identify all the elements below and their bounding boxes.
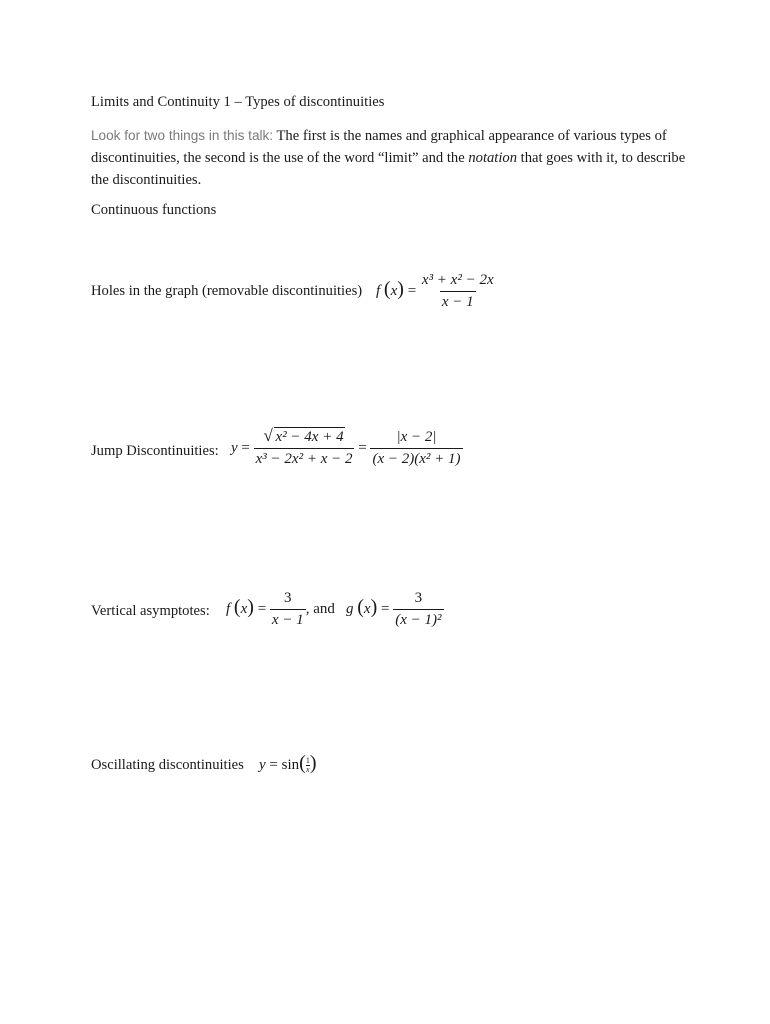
equation-jump: y = √ x² − 4x + 4 x³ − 2x² + x − 2 = $\frac{|x - 2|}{\text{(x − 2)(x² + 1)}}$ — [231, 426, 461, 467]
equation-jump-fraction-1 — [254, 426, 355, 468]
equation-holes-var: x — [390, 282, 398, 299]
equation-vertical-g: g (x) = $\frac{3}{\text{(x − 1)²}}$ — [346, 590, 442, 628]
equation-vertical-f: f (x) = $\frac{3}{x - 1}$ , and — [226, 590, 335, 628]
equation-jump-fraction-2 — [370, 429, 462, 468]
section-holes: Holes in the graph (removable discontinuities) — [91, 283, 363, 299]
page-title: Limits and Continuity 1 – Types of discontinuities — [91, 94, 385, 110]
equation-vertical-f-denominator: x − 1 — [270, 609, 306, 629]
equation-holes-numerator: x³ + x² − 2x — [421, 272, 494, 288]
intro-text-a: The first is the names and graphical appearance of various types of discontinuities, the second is the use of the word “limit” and the — [91, 128, 667, 166]
equation-holes-fraction — [420, 272, 496, 311]
equation-jump-numerator-2: |x − 2| — [396, 429, 437, 445]
equation-vertical-g-fraction — [393, 590, 443, 629]
vertical-and-text: , and — [305, 600, 335, 617]
equation-vertical-g-var: x — [363, 600, 371, 617]
intro-lead: Look for two things in this talk: — [91, 128, 274, 143]
equation-vertical-f-lhs: f — [226, 600, 231, 617]
equation-holes-denominator: x − 1 — [440, 291, 476, 311]
equation-vertical-f-var: x — [240, 600, 248, 617]
equation-oscillating-func: sin — [281, 757, 300, 773]
section-jump: Jump Discontinuities: — [91, 443, 219, 459]
equation-vertical-g-denominator: (x − 1)² — [393, 609, 443, 629]
equation-vertical-f-fraction — [270, 590, 306, 629]
equation-jump-numerator-1: x² − 4x + 4 — [275, 429, 344, 445]
equation-vertical-f-numerator: 3 — [284, 590, 292, 606]
equation-vertical-g-lhs: g — [346, 600, 354, 617]
equation-oscillating: y = sin( $\frac{1}{x}$ ) — [259, 752, 317, 775]
equation-jump-denominator-1: x³ − 2x² + x − 2 — [254, 448, 355, 468]
equation-holes-lhs: f — [376, 282, 381, 299]
equation-holes: f (x) = $\frac{\text{x³ + x² − 2x}}{x - 1}$ — [376, 272, 494, 310]
equation-oscillating-denominator: x — [306, 765, 310, 775]
section-oscillating: Oscillating discontinuities — [91, 757, 244, 773]
section-vertical: Vertical asymptotes: — [91, 603, 210, 619]
intro-paragraph — [91, 125, 691, 191]
equation-jump-lhs: y — [231, 439, 238, 456]
equation-oscillating-numerator: 1 — [305, 756, 310, 766]
equation-jump-denominator-2: (x − 2)(x² + 1) — [370, 448, 462, 468]
equation-oscillating-lhs: y — [259, 757, 266, 773]
sqrt-symbol: √ x² − 4x + 4 — [263, 426, 344, 445]
section-continuous: Continuous functions — [91, 202, 217, 218]
intro-emphasis: notation — [468, 150, 517, 166]
intro-text-b: that goes with it, to describe the discontinuities. — [91, 150, 686, 188]
equation-vertical-g-numerator: 3 — [414, 590, 423, 606]
